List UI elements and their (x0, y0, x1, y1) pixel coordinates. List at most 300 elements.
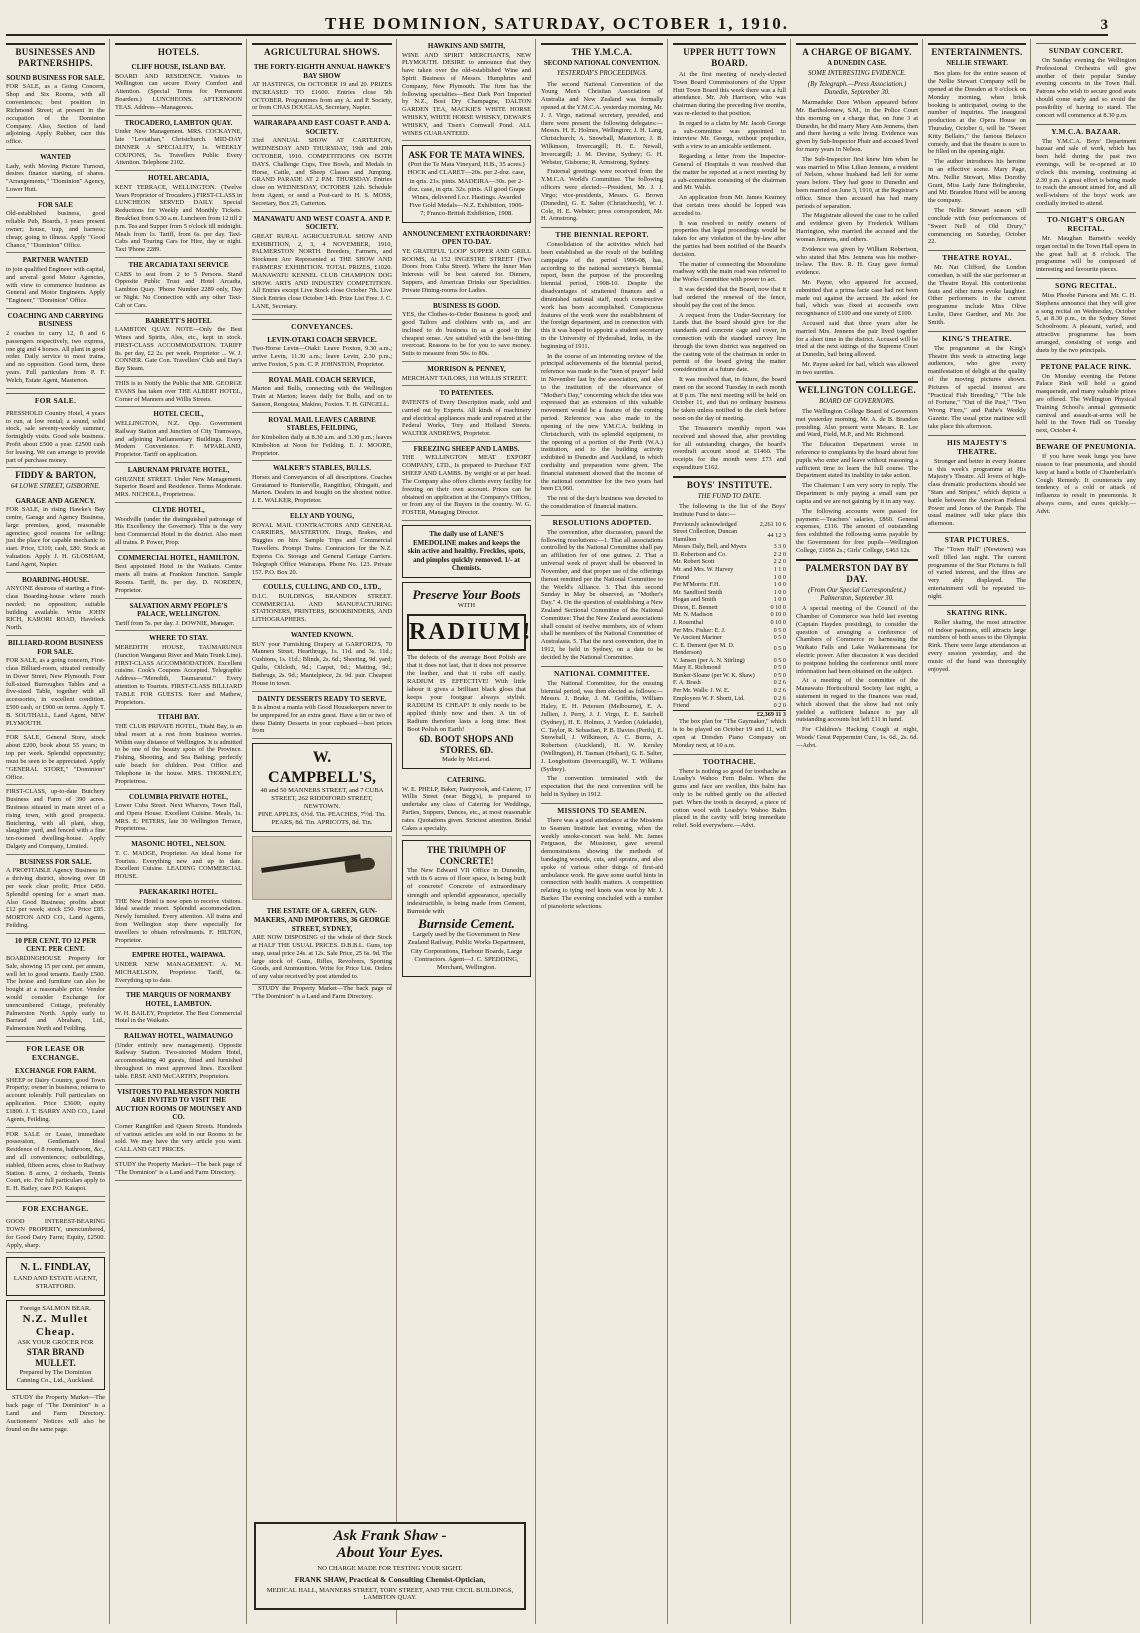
frank-address: MEDICAL HALL, MANNERS STREET, TORY STREET, AND THE CECIL BUILDINGS, LAMBTON QUAY. (266, 1587, 514, 1601)
article-paragraph: Consolidation of the activities which had been established as the result of the building campaigns of the period 1906-08, has, according to the national secretary's biennial report, been the purpose of the proceeding biennial period, 1908-10. Despite the disadvantages of straitened finances and a diminished national staff, much constructive work has been accomplished. Conspicuous features of the work were the establishment of the foreign department, and in connection with this it was hoped to appoint a student secretary in the University of Hyderabad, India, in the beginning of 1911. (541, 241, 663, 350)
column-9-entertainments-cont (1036, 39, 1140, 1624)
fund-amount: 0 5 0 (773, 634, 786, 642)
article-paragraph: The Treasurer's monthly report was received and showed that, after providing for all outstanding charges, the board's overdraft account stood at £1460. The receipts for the month were £73 and expenditure £162. (673, 424, 786, 471)
fund-row (673, 558, 786, 566)
article-paragraph: An application from Mr. James Kearney that certain trees should be lopped was acceded to. (673, 194, 786, 217)
ad-title: PAEKAKARIKI HOTEL. (139, 888, 218, 897)
fund-amount: 44 12 3 (767, 531, 786, 539)
ad-body: Tariff from 5s. per day. J. DOWNIE, Manager. (115, 619, 235, 627)
ad-list (115, 60, 242, 1181)
ad-title: MASONIC HOTEL, NELSON. (131, 840, 226, 849)
ad-body: LAMBTON QUAY. NOTE—Only the Best Wines and Spirits, Ales, etc., kept in stock. FIRST-CLASS ACCOMMODATION. TARIFF 8s. per day, £2 2s. per week. Proprietor ... W. J. CONNER. Gate Con. Travellers' Club and Day's Bay Steam. (115, 326, 242, 373)
classified-ad (6, 494, 105, 573)
fund-amount: 1 0 0 (773, 588, 786, 596)
section-subheading: TO-NIGHT'S ORGAN RECITAL. (1036, 212, 1136, 233)
lanes-text: The daily use of LANE'S EMEDOLINE makes and keeps the skin active and healthy. Freckles, spots, and pimples quickly removed. 1/- at Chemists. (407, 529, 526, 573)
ad-body: STUDY the Property Market—The back page of "The Dominion" is a Land and Farm Directory. (115, 1161, 242, 1176)
mullet-ask: ASK YOUR GROCER FOR (17, 1339, 94, 1347)
fund-amount: 2,261 10 6 (759, 520, 786, 528)
ad-title: ANNOUNCEMENT EXTRAORDINARY! OPEN TO-DAY. (402, 229, 531, 247)
ad-body: WELLINGTON, N.Z. Opp. Government Railway Station and Junction of City Tramways, and adjoining Parliamentary Buildings. Every Modern Convenience. F. M'PARLAND, Proprietor. Tariff on application. (115, 419, 242, 459)
ad-title: FREEZING SHEEP AND LAMBS. (413, 444, 520, 453)
para-list (541, 817, 663, 911)
advert-line: For Children's Hacking Cough at night, Woods' Great Peppermint Cure, 1s. 6d., 2s. 6d.—Advt. (796, 726, 918, 749)
classified-ad (115, 60, 242, 116)
ad-body: THE New Hotel is now open to receive visitors. Ideal seaside resort. Splendid accommodation. Newly furnished. Every attention. All trains and from Wellington stop there especially for travellers to obtain refreshments. F. HILTON, Proprietor. (115, 897, 242, 944)
classified-ad (115, 837, 242, 885)
classified-ad (6, 71, 105, 150)
ad-title: ELLY AND YOUNG, (290, 512, 354, 521)
article-heading: WELLINGTON COLLEGE. (796, 381, 918, 396)
box-plan-note: The box plan for "The Gaymaker," which is to be played on October 19 and 11, will open at Dresden Piano Company on Monday next, at 10 a.m. (673, 718, 786, 749)
mullet-headline: N.Z. Mullet Cheap. (22, 1312, 89, 1338)
ad-title: WHERE TO STAY. (149, 634, 208, 643)
classified-ad (252, 60, 392, 116)
article-paragraph: Miss Phoebe Parsons and Mr. C. H. Stephens announce that they will give a song recital on Wednesday, October 5, at 8.30 p.m., in the Sydney Street Schoolroom. A pleasant, varied, and attractive programme has been arranged, consisting of songs and duets by the two principals. (1036, 292, 1136, 354)
article-paragraph: The following accounts were passed for payment:—Teachers' salaries, £860. General expenses, £116. The amount of outstanding fees exhibited the following sums payable by the Government for free pupils—Wellington College, £1056 2s.; Girls' College, £463 12s. (796, 507, 918, 554)
fund-row (673, 611, 786, 619)
classified-ad (115, 948, 242, 988)
classified-ad (115, 988, 242, 1029)
section-subheading: KING'S THEATRE. (928, 331, 1026, 343)
section-heading: HOTELS. (115, 43, 242, 58)
ad-title: THE FORTY-EIGHTH ANNUAL HAWKE'S BAY SHOW (253, 62, 391, 80)
ad-title: WANTED KNOWN. (290, 631, 354, 640)
fund-donor: Previously acknowledged (673, 520, 737, 528)
ad-body: FOR SALE, in rising Hawke's Bay centre, Garage and Agency Business, large premises, good, reasonable agencies; good reasons for selling; just the place for capable mechanic to start. Price, £310; cash, £80. Stock at valuation. Apply J. H. GLOSHAM, Land Agent, Napier. (6, 506, 105, 568)
classified-ad (115, 407, 242, 463)
campbell-ad (252, 743, 392, 832)
section-heading: AGRICULTURAL SHOWS. (252, 43, 392, 58)
fund-row (673, 551, 786, 559)
fund-total-label (673, 710, 757, 718)
ad-title: BUSINESS FOR SALE. (19, 857, 92, 866)
ad-body: GREAT RURAL AGRICULTURAL SHOW AND EXHIBITION, 2, 3, 4 NOVEMBER, 1910, PALMERSTON NORTH. Breeders, Farmers, and Stockmen Are Represented at THE SHOW AND FARMERS' EXHIBITION. TOTAL PRIZES, £1020. MANAWATU KENNEL CLUB CHAMPION DOG SHOW. ARTS AND INDUSTRY COMPETITION. All Entries except Live Stock close October 7th. Live Stock Entries close October 14th. Prize List Free. J. C. LANE, Secretary. (252, 232, 392, 311)
para-list (928, 458, 1026, 528)
article-paragraph: Mr. Payne, who appeared for accused, submitted that a prima facie case had not been made out against the accused. He asked for bail, which was fixed at accused's own recognisance of £100 and one surety of £100. (796, 278, 918, 318)
ad-title: WANTED (40, 152, 71, 161)
fund-amount: 0 10 0 (770, 618, 786, 626)
fund-amount: 0 10 0 (770, 611, 786, 619)
article-paragraph: The Magistrate allowed the case to be called and evidence given by Frederick William Harrington, who married the accused and the woman Jennens, and others. (796, 212, 918, 243)
classified-ad (252, 692, 392, 740)
article-heading: BOYS' INSTITUTE. (673, 476, 786, 491)
ad-title: COULLS, CULLING, AND CO., LTD., (263, 583, 381, 592)
mullet-pre: Foreign SALMON BEAR. (20, 1304, 91, 1312)
burnside-brand: Burnside Cement. (418, 915, 515, 931)
ad-title: GARAGE AND AGENCY. (15, 496, 96, 505)
section-subheading: SONG RECITAL. (1036, 278, 1136, 290)
ad-body: KENT TERRACE, WELLINGTON. (Twelve Years Proprietor of Trocadero.) FIRST-CLASS in LUNCHEON SERVED DAILY. Special Reductions for Weekly and Monthly Tickets. Breakfast from 6.30 a.m. Luncheon from 12 till 2 p.m. Tea and Supper from 5 o'clock till midnight. Meals from 1s. Tariff, from 6s. per day. Taxi-Cabs and Touring Cars for Hire, day or night. Taxi 'Phone 2289. (115, 183, 242, 254)
classified-ad (252, 212, 392, 315)
classified-ad (115, 314, 242, 377)
findlay-ad (6, 1257, 105, 1295)
ad-body: ANYONE desirous of starting a First-class Boarding-house where much needed; no opposition; suitable building available. Write JOHN RICH, KARORI ROAD, Havelock North. (6, 585, 105, 632)
article-paragraph: At a meeting of the committee of the Manawatu Horticultural Society last night, a statement in regard to the finances was read, which showed that the show had not only yielded a sufficient balance to pay all outstanding accounts but left £11 in hand. (796, 677, 918, 724)
radium-headline: Preserve Your Boots (412, 586, 521, 602)
para-list (928, 546, 1026, 601)
section-subheading: HIS MAJESTY'S THEATRE. (928, 435, 1026, 456)
gun-ad-body: ARE NOW DISPOSING of the whole of their Stock at HALF THE USUAL PRICES. D.B.B.L. Guns, top snap, usual price 24s. at 12s. Sale Price, 25 6s. 9d. The large stock of Guns, Rifles, Revolvers, Sporting Goods, and Ammunition. Write for Price List. Orders of any value received by post attended to. (252, 934, 392, 981)
ad-body: FIRST-CLASS, up-to-date Butchery Business and Farm of 390 acres. Business situated in main street of a rising town, with good prospects. Butchering, with all plant, shop, slaughter yard, and fenced with a fine ten-roomed dwelling-house. Apply Dalgety and Company, Limited. (6, 788, 105, 851)
section-subheading: BEWARE OF PNEUMONIA. (1036, 439, 1136, 451)
fund-row (673, 627, 786, 635)
ad-body: D.I.C. BUILDINGS, BRANDON STREET. COMMERCIAL AND MANUFACTURING STATIONERS, PRINTERS, BOOKBINDERS, AND LITHOGRAPHERS. (252, 592, 392, 624)
ad-title: ROYAL MAIL COACH SERVICE, (268, 375, 376, 384)
ad-title: BOARDING-HOUSE. (21, 575, 90, 584)
article-paragraph: Stronger and better in every feature is this week's programme at His Majesty's Theatre. All lovers of high-class dramatic productions should see "Stars and Stripes," which depicts a battle between the American Federal Power and Jones of the Panjab. The usual matinee will take place this afternoon. (928, 457, 1026, 528)
column-1-classifieds (6, 39, 110, 1624)
burnside-body: The New Edward VII Office in Dunedin, with its 6 acres of floor space, is being built of concrete! Concrete of extraordinary strength and splendid appearance, specially indestructible, is being made from Cement, Burnside with (407, 867, 526, 915)
frank-no-charge: NO CHARGE MADE FOR TESTING YOUR SIGHT. (317, 1565, 463, 1572)
ad-title: WALKER'S STABLES, BULLS. (273, 464, 371, 473)
ad-body: Two-Horse Levin—Otaki: Leave Foxton, 9.30 a.m.; arrive Levin, 11.30 a.m.; leave Levin, 2.30 p.m.; arrive Foxton, 5 p.m. C. P. JOHNSTON, Proprietor. (252, 345, 392, 369)
ad-list (6, 494, 105, 1037)
section-subheading: THE BIENNIAL REPORT. (541, 227, 663, 239)
fund-donor: Mr. Sandford Smith (673, 588, 723, 596)
para-list (928, 70, 1026, 246)
fund-donor: V. Jansen (per A. N. Stirling) (673, 656, 745, 664)
article-heading: UPPER HUTT TOWN BOARD. (673, 43, 786, 69)
fund-row (673, 695, 786, 703)
fund-donor: Bunker-Sloane (per W. K. Shaw) (673, 671, 755, 679)
mullet-brand: STAR BRAND MULLET. (26, 1347, 85, 1369)
ad-title: EMPIRE HOTEL, WAIPAWA. (131, 951, 226, 960)
findlay-name: N. L. FINDLAY, (20, 1262, 91, 1274)
fund-total-amount: £2,369 11 3 (756, 710, 786, 718)
fund-table (673, 521, 786, 719)
para-list (1036, 453, 1136, 516)
fund-donor: Street Collection, Duncan Hamilton (673, 528, 738, 543)
fund-row (673, 596, 786, 604)
fund-row (673, 566, 786, 574)
ad-body: 2 coaches to carry 12, 8 and 6 passengers respectively, two express, one gig and 4 horses. All plant in good order. Daily service to most trains, and no opposition. Good term, three years. Full particulars from P. F. Welch, Estate Agent, Masterton. (6, 330, 105, 384)
ad-body: AT HASTINGS, On OCTOBER 19 and 20. PRIZES INCREASED TO £1600. Entries close 5th OCTOBER. Programmes from any A. and P. Society, or from CHAS DOUGLAS, Secretary, Napier. (252, 81, 392, 112)
ad-title: FOR SALE (38, 200, 73, 209)
ad-list (6, 407, 105, 469)
ad-list (6, 1064, 105, 1197)
article-paragraph: The Sub-Inspector first knew him when he was married to Miss Lilian Jennens, a resident of Nelson, whose husband had left for some years before. They had gone to Dunedin and been married on June 3, 1910, at the Registrar's office. Since then accused has had many periods of separation. (796, 155, 918, 210)
ad-body: Marton and Bulls, connecting with the Wellington Train at Marton; leaves daily for Bulls, and on to Sanson, Rongotea, Makino, Foxton. T. H. GINGELL. (252, 385, 392, 408)
article-paragraph: Evidence was given by William Robertson, who stated that Mrs. Jennens was his mother-in-law. The Rev. R. H. Gray gave formal evidence. (796, 245, 918, 277)
article-paragraph: Regarding a letter from the Inspector-General of Hospitals it was resolved that the matter be reported at a next meeting by a sub-committee consisting of the chairman and Mr. Walsh. (673, 153, 786, 192)
classified-ad (115, 1158, 242, 1181)
fund-row (673, 664, 786, 672)
fund-amount: 1 0 0 (773, 573, 786, 581)
radium-with: WITH (457, 602, 476, 610)
gun-illustration (252, 836, 392, 900)
fund-amount: 0 5 0 (773, 626, 786, 634)
para-list (928, 619, 1026, 674)
ad-body: THE CLUB PRIVATE HOTEL, Titahi Bay, is an ideal resort at a rest from business worries. Within easy distance of Wellington. It is admitted to be one of the beauty spots of the Province. Fishing, Shooting, and Sea Bathing; perfectly safe beach for children. Post Office and Telephone in the house. MRS. THORNLEY, Proprietress. (115, 723, 242, 785)
fund-intro: The following is the list of the Boys' Institute Fund to date:— (673, 503, 786, 518)
ad-body: GHUZNEE STREET. Under New Management. Superior Board and Residence. Terms Moderate. MRS. NICHOLL, Proprietress. (115, 475, 242, 499)
fund-row (673, 702, 786, 710)
article-paragraph: Mr. Payne asked for bail, which was allowed in two sureties. (796, 361, 918, 376)
ad-list (402, 39, 531, 141)
ad-list (402, 227, 531, 521)
burnside-ad (402, 840, 531, 976)
classified-ad (252, 413, 392, 462)
ad-body: ROYAL MAIL CONTRACTORS AND GENERAL CARRIERS, MASTERTON. Drags, Brakes, and Buggies on hire. Sample Trips and Commercial Travellers. Prompt Trains. Contractors for the N.Z. Express Co. Storage and General Cartage Carriers. Telegraph Office Wairarapa. Phone No. 123. Private 157. P.O. Box 20. (252, 521, 392, 576)
article-paragraph: The convention terminated with the expectation that the next convention will be held in Sydney in 1912. (541, 775, 663, 799)
classified-ad (115, 631, 242, 710)
ad-title: THE ARCADIA TAXI SERVICE (128, 261, 229, 269)
fund-donor: Messrs Daly, Bell, and Myers (673, 543, 747, 551)
radium-body: The defects of the average Boot Polish are that it does not last, that it does not preserve the leather, and that it rubs off easily. RADIUM IS EFFECTIVE! With little labour it gives a brilliant black gloss that keeps your footgear always stylish. RADIUM IS CHEAP! It only needs to be applied thinly now and then. A tin of Radium therefore lasts a long time. Best Boot Polish on Earth! (407, 653, 526, 734)
fund-donor: Dixon, E. Bennett (673, 603, 718, 611)
ad-list (252, 333, 392, 739)
ad-body: for Kimbolton daily at 8.30 a.m. and 3.30 p.m.; leaves Kimbolton at Noon for Feilding. E. J. MOORE, Proprietor. (252, 433, 392, 457)
ad-body: THIS is to Notify the Public that MR. GEORGE EVANS has taken over THE ALBERT HOTEL, Corner of Manners and Willis Streets. (115, 380, 242, 403)
classified-ad (252, 333, 392, 373)
ad-body: Horses and Conveyances of all descriptions. Coaches Greatamed to Hunterville, Rangitikei, Ohingaiti, and Marton. Dealers in and bought on the shortest notice. J. E. WALKER, Proprietor. (252, 473, 392, 505)
catering-title: CATERING. (447, 776, 486, 785)
ad-body: MERCHANT TAILORS, 118 WILLIS STREET. (402, 374, 528, 382)
ad-body: YE GRATEFUL 'LOOP' SUPPER AND GRILL ROOMS, At 152 INGESTRE STREET (Two Doors from Cuba Street). Where the Inner Man Interests will be best catered for. Dinners, Suppers, and American Drinks our Specialities. Private Dining-rooms for Ladies. (402, 247, 531, 294)
frank-shaw-ad (254, 1522, 526, 1610)
mullet-maker: Prepared by The Dominion Canning Co., Ltd., Auckland. (16, 1369, 95, 1385)
article-paragraph: The National Committee, for the ensuing biennial period, was then elected as follows:—Messrs. J. Brake, J. M. Griffiths, William Haley, E. H. Petersen (Melbourne), E. A. Jullien, J. Perry, J. J. Virgo, E. E. Satchell (Sydney), H. E. Holmes, J. Vardon (Adelaide), C. Taylor, R. Sebastian, P. B. Davies (Perth), E. Snowball, J. Wilkinson, A. C. Burns, A. Robertson (Auckland), H. W. Kersley (Wellington), H. Tasman (Hobart), G. E. Salter, J. Longbottom (Invercargill), W. T. Williams (Sydney). (541, 679, 663, 773)
radium-brand: RADIUM! (407, 614, 526, 651)
gun-ad-title: THE ESTATE OF A. GREEN, GUN-MAKERS, AND IMPORTERS, 36 GEORGE STREET, SYDNEY, (254, 907, 390, 933)
ad-body: FOR SALE, as a going concern, First-class Billiard-room, situated centrally in Dover Street, New Plymouth. Four full-sized Burroughes Tables and a five-sized Table, together with all accessories, in excellent condition. £500 cash, or £900 on terms. Apply T. B. SOUTHALL, Land Agent, NEW PLYMOUTH. (6, 657, 105, 727)
ad-body: BOARD AND RESIDENCE. Visitors to Wellington can secure Every Comfort and Attention. (Special Terms for Permanent Boarders.) LUNCHEONS. AFTERNOON TEAS. Address—Manageress. (115, 72, 242, 111)
article-paragraph: At the first meeting of newly-elected Town Board Commissioners of the Upper Hutt Town Board this week there was a full attendance. Mr. Job Harrison, who was chairman during the preceding five months, was re-elected to that position. (673, 70, 786, 117)
ad-body: Lower Cuba Street. Next Wharves, Town Hall, and Opera House. Excellent Cuisine. Meals, 1s. MRS. E. PETERS, late 30 Wellington Terrace, Proprietress. (115, 802, 242, 833)
fund-donor: D. Robertson and Co. (673, 550, 727, 558)
page-number: 3 (1100, 17, 1108, 33)
classified-ad (115, 116, 242, 172)
classified-ad (6, 253, 105, 309)
section-subheading: RESOLUTIONS ADOPTED. (541, 515, 663, 527)
para-list (541, 680, 663, 799)
fund-amount: 0 2 6 (773, 687, 786, 694)
article-subheading: BOARD OF GOVERNORS. (819, 397, 895, 405)
article-paragraph: Marmaduke Dore Wilson appeared before Mr. Bartholomew, S.M., in the Police Court this morning on a charge that, on June 3 at Dunedin, he did marry Mary Ann Jennens, then and there having a wife living. Evidence was given by Sub-Inspector Phair and accused lived for many years in Nelson. (796, 99, 918, 153)
para-list (796, 605, 918, 724)
fund-amount: 1 0 0 (773, 596, 786, 604)
ad-body: GOOD INTEREST-BEARING TOWN PROPERTY, unencumbered, for Good Dairy Farm; Equity, £2500. Apply, sharp. (6, 1218, 105, 1249)
article-paragraph: Roller skating, the most attractive of indoor pastimes, still attracts large numbers of both sexes to the Olympia Rink. There were large attendances at every session yesterday, and the music of the band was thoroughly enjoyed. (928, 618, 1026, 673)
ad-body: MEREDITH HOUSE, TAUMARUNUI (Junction Wanganui River and Main Trunk Line). FIRST-CLASS ACCOMMODATION. Excellent cuisine. Cook's Coupons Accepted. Telegraphic Address—"Meredith, Taumarunui." Every attention to Tourists. FIRST-CLASS BILLIARD TABLE FOR GUESTS. Kerr and Mathew, Proprietors. (115, 643, 242, 706)
article-paragraph: It was resolved to notify owners of properties that legal proceedings would be taken for any violation of the by-law after the parties had been notified of the Board's decision. (673, 219, 786, 258)
classified-ad (252, 461, 392, 509)
classified-ad (252, 373, 392, 413)
article-paragraph: The Education Department wrote in reference to complaints by the board about free pupils who enter and leave without reasoning a sufficient time to learn the full course. The Department stated its inability to take action. (796, 441, 918, 480)
section-subheading: SKATING RINK. (928, 605, 1026, 617)
ad-title: MORRISON & PENNEY, (427, 365, 506, 373)
section-subheading: PETONE PALACE RINK. (1036, 359, 1136, 371)
column-8-entertainments (928, 39, 1031, 1624)
column-3-shows (252, 39, 397, 1624)
ad-title: BUSINESS IS GOOD. (432, 301, 501, 310)
fund-donor: Mr. and Mrs. W. Harvey (673, 566, 734, 573)
ad-body: UNDER NEW MANAGEMENT. A. M. MICHAELSON, Proprietor. Tariff, 6s. Everything up to date. (115, 961, 242, 984)
article-paragraph: The Wellington College Board of Governors met yesterday morning, Mr. A. de B. Brandon presiding. Also present were Messrs. R. Lee and Ward, Field, M.P., and Mr. Richmond. (796, 407, 918, 439)
para-list (541, 241, 663, 511)
classified-ad (402, 39, 531, 141)
fund-row (673, 634, 786, 642)
article-paragraph: A request from the Under-Secretary for Lands that the board should give for the standards and concrete cage and cover, in connection with the standard survey line through the town district was negatived on the casting vote of the chairman in order to permit of the board giving the matter consideration at a future date. (673, 311, 786, 374)
fund-row (673, 543, 786, 551)
article-paragraph: The matter of connecting the Moonshine roadway with the main road was referred to the Works Committee with power to act. (673, 260, 786, 284)
fund-donor: Friend (673, 573, 690, 581)
article-subheading: A DUNEDIN CASE. (827, 59, 887, 67)
article-subheading: SECOND NATIONAL CONVENTION. (543, 59, 660, 67)
ad-body: to join qualified Engineer with capital, and several good Motor Agencies, with view to commence business as General and Motor Engineers. Apply "Engineer," "Dominion" Office. (6, 265, 105, 305)
classified-ad (6, 855, 105, 934)
te-mata-wines-ad (402, 145, 531, 222)
article-paragraph: The author introduces his heroine in an effective scene. Mary Page, Mrs. Nellie Stewart, Miss Dorothy Grant, Miss Lady Jane Bolingbroke, and Mr. Brandon Hurst will be among the company. (928, 158, 1026, 205)
section-subheading: Y.M.C.A. BAZAAR. (1036, 124, 1136, 136)
section-heading: FOR EXCHANGE. (6, 1201, 105, 1213)
ad-title: EXCHANGE FOR FARM. (15, 1067, 96, 1076)
article-paragraph: Mr. Maughan Barnett's weekly organ recital in the Town Hall opens in the great hall at 8 o'clock. The programme will be composed of interesting and favourite pieces. (1036, 234, 1136, 274)
article-paragraph: The Y.M.C.A. Boys' Department bazaar and sale of work, which has been held during the past two evenings, will be re-opened at 10 o'clock this morning, continuing at 2.30 p.m. A great effort is being made to reach the amount aimed for, and all well-wishers of the boys' work are cordially invited to attend. (1036, 137, 1136, 208)
burnside-foot: Largely used by the Government in New Zealand Railway, Public Works Department, City Corporations, Harbour Boards, Large Contractors. Agent—J. C. SPEDDING, Merchant, Wellington. (407, 931, 526, 971)
para-list (1036, 235, 1136, 274)
ad-body: FOR SALE or Lease, immediate possession, Gentleman's Ideal Residence of 8 rooms, bathroom, &c., and all conveniences; outbuildings, stabled, fifteen acres, close to Railway Station. 8 acres, 2 orchards, Tennis Court, etc. For full particulars apply to E. H. Bailey, care P.O. Kaiapoi. (6, 1130, 105, 1193)
ad-title: LABURNAM PRIVATE HOTEL, (127, 466, 230, 475)
campbell-name: W. CAMPBELL'S, (267, 749, 376, 786)
catering-body: W. E. PHELP, Baker, Pastrycook, and Caterer, 17 Willis Street (near Begg's), is prepared to undertake any class of Catering for Weddings, Parties, Suppers, Dances, etc., at most reasonable rates. Quotations given. Strictest attention. Bridal Cakes a specialty. (402, 785, 531, 832)
article-paragraph: In regard to a claim by Mr. Jacob George a sub-committee was appointed to interview Mr. George, without prejudice, with a view to an amicable settlement. (673, 119, 786, 151)
section-subheading: TOOTHACHE. (673, 754, 786, 766)
section-heading: FOR SALE. (6, 393, 105, 405)
ad-body: Old-established business, good reliable Pub, Boards, 3 years present owner; house, trap, and harness; cheap; going to illness. Apply "Good Chance," "Dominion" Office. (6, 210, 105, 249)
fund-amount: 1 1 0 (773, 566, 786, 573)
ad-title: THE MARQUIS OF NORMANBY HOTEL, LAMBTON. (125, 991, 232, 1008)
ad-body: Woodville (under the distinguished patronage of His Excellency the Governor). This is the very best Commercial Hotel in the district. Also meet all trains. P. Power, Prop. (115, 515, 242, 546)
fund-row (673, 521, 786, 529)
fund-amount: 3 3 0 (773, 543, 786, 551)
masthead (6, 4, 1108, 36)
firm-name: FIDDY & BARTON, (15, 470, 96, 481)
ad-body: FOR SALE, as a Going Concern, Shop and Six Rooms, with all conveniences; best position in Richmond Street; at present in the occupation of the Dominion Company. Also, Section of land adjoining. Apply Rubber, care this office. (6, 83, 105, 146)
fund-amount: 0 5 0 (773, 656, 786, 664)
frank-name: FRANK SHAW, Practical & Consulting Chemist-Optician, (294, 1575, 486, 1584)
classified-ad (115, 599, 242, 632)
article-paragraph: Box plans for the entire season of the Nellie Stewart Company will be opened at the Dresden at 9 o'clock on Monday morning, when brisk booking is anticipated, owing to the number of inquiries. The inaugural production at the Opera House on Thursday, October 6, will be "Sweet Kitty Bellairs," the famous Belasco comedy, and that the theatre is sure to be filled on the opening night. (928, 70, 1026, 156)
classified-ad (6, 309, 105, 389)
para-list (1036, 138, 1136, 208)
article-subheading: SOME INTERESTING EVIDENCE. (808, 70, 906, 78)
fund-amount: 0 5 0 (773, 645, 786, 653)
classified-ad (6, 731, 105, 785)
ad-body: It is almost a mania with Good Housekeepers never to be unprepared for an extra guest. Have a tin or two of these Dainty Desserts in your cupboard—best prices from (252, 704, 392, 735)
fund-row (673, 642, 786, 657)
column-4-ads (402, 39, 536, 1624)
classified-ad (115, 1029, 242, 1085)
lanes-ad (402, 525, 531, 578)
ad-list (6, 71, 105, 389)
classified-ad (6, 1064, 105, 1127)
ad-title: HOTEL CECIL, (153, 410, 204, 419)
article-paragraph: The programme at the King's Theatre this week is attracting large audiences, who give every manifestation of delight at the quality of the moving pictures shown. Pictures of special interest are "Practical Fish Breeding," "The Isle of Fortune," "Out of the Past," "Two Wrong Fires," and Pathe's Weekly Gazette. The usual prize matinee will take place this afternoon. (928, 344, 1026, 430)
para-list (928, 345, 1026, 431)
ad-title: ROYAL MAIL LEAVES CARBINE STABLES, FEILDING, (268, 415, 376, 433)
fund-donor: Per M'Morris: F.H. (673, 581, 721, 589)
radium-price: 6D. BOOT SHOPS AND STORES. 6D. (419, 734, 514, 756)
section-heading: FOR LEASE OR EXCHANGE. (6, 1041, 105, 1062)
ad-body: BUY your Furnishing Drapery at GARFORD'S, 70 Manners Street. Hearthrugs, 1s. 11d. and 3s. 11d.; Cushions, 1s. 11d.; Blinds, 2s. 6d.; Sheeting, 9d. yard; Quilts, Oilcloth, 9d.; Carpet, 9d.; Matting, 9d.; Bathrugs, 2s. 9d.; Mantelpiece, 2s. 9d. pair. Cheapest House in town. (252, 640, 392, 687)
fund-row (673, 581, 786, 589)
columns (6, 39, 1136, 1624)
section-heading: CONVEYANCES. (252, 319, 392, 331)
article-paragraph: A special meeting of the Council of the Chamber of Commerce was held last evening (Captain Hayden presiding), to consider the question of arranging a conference of Chambers of Commerce re harnessing the Waikato Falls and Lake Waikaremoana for electric power. After discussion it was decided to postpone holding the conference until more information had been obtained on the subject. (796, 605, 918, 675)
column-7-bigamy (796, 39, 923, 1624)
burnside-pre: THE TRIUMPH OF CONCRETE! (426, 845, 507, 867)
toothache-ad: There is nothing so good for toothache as Loasby's Wahoo Fern Balm. When the gums and face are swollen, this balm has only to be rubbed gently on the affected part. When the tooth is decayed, a piece of cotton wool with Loasby's Wahoo Balm placed in the cavity will bring immediate relief. Sold everywhere.—Advt. (673, 767, 786, 830)
ad-body: 33rd ANNUAL SHOW AT CARTERTON, WEDNESDAY AND THURSDAY, 19th and 20th OCTOBER, 1910. COMPETITIONS ON BOTH DAYS. Challenge Cups, Tree Bowls, and Medals in Horse, Cattle, and Sheep Classes and Jumping. GRAND PARADE AT 2 P.M. THURSDAY. Entries close on WEDNESDAY, OCTOBER 12th. Schedule from Agent, or send a Post-card to H. S. MOSS, Secretary, Box 25, Carterton. (252, 137, 392, 207)
ad-body: (Under entirely new management). Opposite Railway Station. Two-storied Modern Hotel, accommodating 40 guests, fitted and furnished throughout in most approved lines. Excellent table. ERSE AND McCARTHY, Proprietors. (115, 1041, 242, 1080)
te-mata-body: (Port the Te Mata Vineyard, H.B., 35 acres.) HOCK and CLARET—20s. per 2-doz. case, in qrts. 21s. pints. MADEIRA—30s. per 2-doz. case, in qrts. 32s. pints. All good Grape Wines, delivered f.o.r. Hastings. Awarded Five Gold Medals—N.Z. Exhibition, 1906-7; Franco-British Exhibition, 1908. (407, 161, 526, 217)
fund-row (673, 687, 786, 695)
classified-ad (402, 362, 531, 386)
column-2-hotels (115, 39, 247, 1624)
ad-title: TROCADERO, LAMBTON QUAY. (124, 118, 233, 127)
ad-body: Corner Rangitikei and Queen Streets. Hundreds of various articles are sold in our Rooms to be sold. We may have the very article you want. CALL AND GET PRICES. (115, 1122, 242, 1154)
ad-title: COACHING AND CARRYING BUSINESS (7, 311, 104, 329)
ad-body: FOR SALE, General Store, stock about £200, book about 55 years; in top per week. Splendid opportunity; must be seen to be appreciated. Apply "GENERAL STORE," "Dominion" Office. (6, 734, 105, 781)
para-list (796, 408, 918, 555)
classified-ad (6, 198, 105, 254)
article-paragraph: The second National Convention of the Young Men's Christian Associations of Australia and New Zealand was formally opened at the Y.M.C.A. yesterday morning, Mr. J. J. Virgo, national secretary, presided, and there were present the following delegates:—Messrs. H. E. Holmes, Wellington; J. H. Lang, Christchurch; A. Snowball, Masterton; J. B. Wilkinson, Invercargill; H. E. Newall, Invercargill; J. M. Devine, Sydney; G. H. Webster, Gisborne; R. Armstrong, Sydney. (541, 80, 663, 166)
fund-row (673, 574, 786, 582)
classified-ad (6, 934, 105, 1037)
ad-title: PARTNER WANTED (22, 256, 89, 265)
article-heading: A CHARGE OF BIGAMY. (796, 43, 918, 58)
section-subheading: SUNDAY CONCERT. (1036, 43, 1136, 55)
dateline: (From Our Special Correspondent.) Palmerston, September 30. (808, 586, 906, 602)
article-heading: ENTERTAINMENTS. (928, 43, 1026, 58)
fund-donor: Employees W. F. Shortt, Ltd. (673, 694, 745, 702)
ad-title: SOUND BUSINESS FOR SALE. (6, 73, 105, 82)
ad-title: CLYDE HOTEL, (152, 506, 205, 514)
ad-title: MANAWATU AND WEST COAST A. AND P. SOCIETY. (253, 214, 391, 232)
section-subheading: STAR PICTURES. (928, 532, 1026, 544)
fund-row (673, 679, 786, 687)
article-paragraph: Fraternal greetings were received from the Y.M.C.A. World's Committee. The following officers were elected:—President, Mr. J. J. Virgo; vice-presidents, Messrs. G. Brown (Dunedin), G. E. Salter (Christchurch), W. J. Cole, H. E. Webster; press correspondent, Mr. H. Armstrong. (541, 168, 663, 223)
para-list (1036, 373, 1136, 436)
ad-body: THE WELLINGTON MEAT EXPORT COMPANY, LTD., Is prepared to Purchase FAT SHEEP AND LAMBS. By weight or at per head. The Company also offers clients every facility for freezing on their own account. Prices can be obtained on application at the Company's Offices, or from any of the Buyers in the country. W. G. FOSTER, Managing Director. (402, 454, 531, 517)
classified-ad (6, 1128, 105, 1198)
classified-ad (115, 258, 242, 314)
fund-donor: Per Mrs. Fisher: E. J. (673, 626, 726, 634)
article-paragraph: On Monday evening the Petone Palace Rink will hold a grand masquerade, and many valuable prizes are offered. The Wellington Physical Training School's annual gymnastic carnival and assault-at-arms will be held in the Town Hall on Tuesday next, October 4. (1036, 372, 1136, 435)
ad-title: SALVATION ARMY PEOPLE'S PALACE, WELLINGTON. (129, 601, 228, 619)
section-subheading: NATIONAL COMMITTEE. (541, 666, 663, 678)
ad-title: WAIRARAPA AND EAST COAST P. AND A. SOCIETY. (253, 119, 391, 136)
classified-ad (252, 509, 392, 580)
gun-ad (252, 904, 392, 984)
section-subheading: THEATRE ROYAL. (928, 250, 1026, 262)
para-list (1036, 57, 1136, 120)
fund-donor: J. Rosenthal (673, 618, 704, 626)
classified-ad (252, 116, 392, 211)
study-notice: STUDY the Property Market—The back page of "The Dominion" is a Land and Farm Directory. (252, 984, 392, 1000)
page-title: THE DOMINION, SATURDAY, OCTOBER 1, 1910. (325, 14, 789, 33)
fund-row (673, 604, 786, 612)
study-notice: STUDY the Property Market—The back page of "The Dominion" is a Land and Farm Directory. Auctioneers' Notices will also be found on the same page. (6, 1394, 105, 1433)
ad-body: W. H. BAILEY, Proprietor. The Best Commercial Hotel in the Waikato. (115, 1009, 242, 1025)
ad-body: Lady, with Moving Picture Turnout, desires finance starting, of shares. "Arrangements," "Dominion" Agency, Lower Hutt. (6, 162, 105, 193)
classified-ad (115, 377, 242, 407)
ad-body: BOARDINGHOUSE Property for Sale, showing 15 per cent. per annum, well let to good tenants. Easily £500. The house and furniture can also be bought at a reasonable price. Vendor would consider Exchange for unencumbered Cottage, preferably Palmerston North. Apply early to Barraud and Abraham, Ltd., Palmerston North and Feilding. (6, 954, 105, 1033)
ad-body: SHEEP or Dairy Country, good Town Property; owner in business; returns to account tolerably. Full particulars on application. Price £3600; equity £1800. J. T. BARRY AND CO., Land Agents, Feilding. (6, 1076, 105, 1123)
classified-ad (252, 628, 392, 691)
